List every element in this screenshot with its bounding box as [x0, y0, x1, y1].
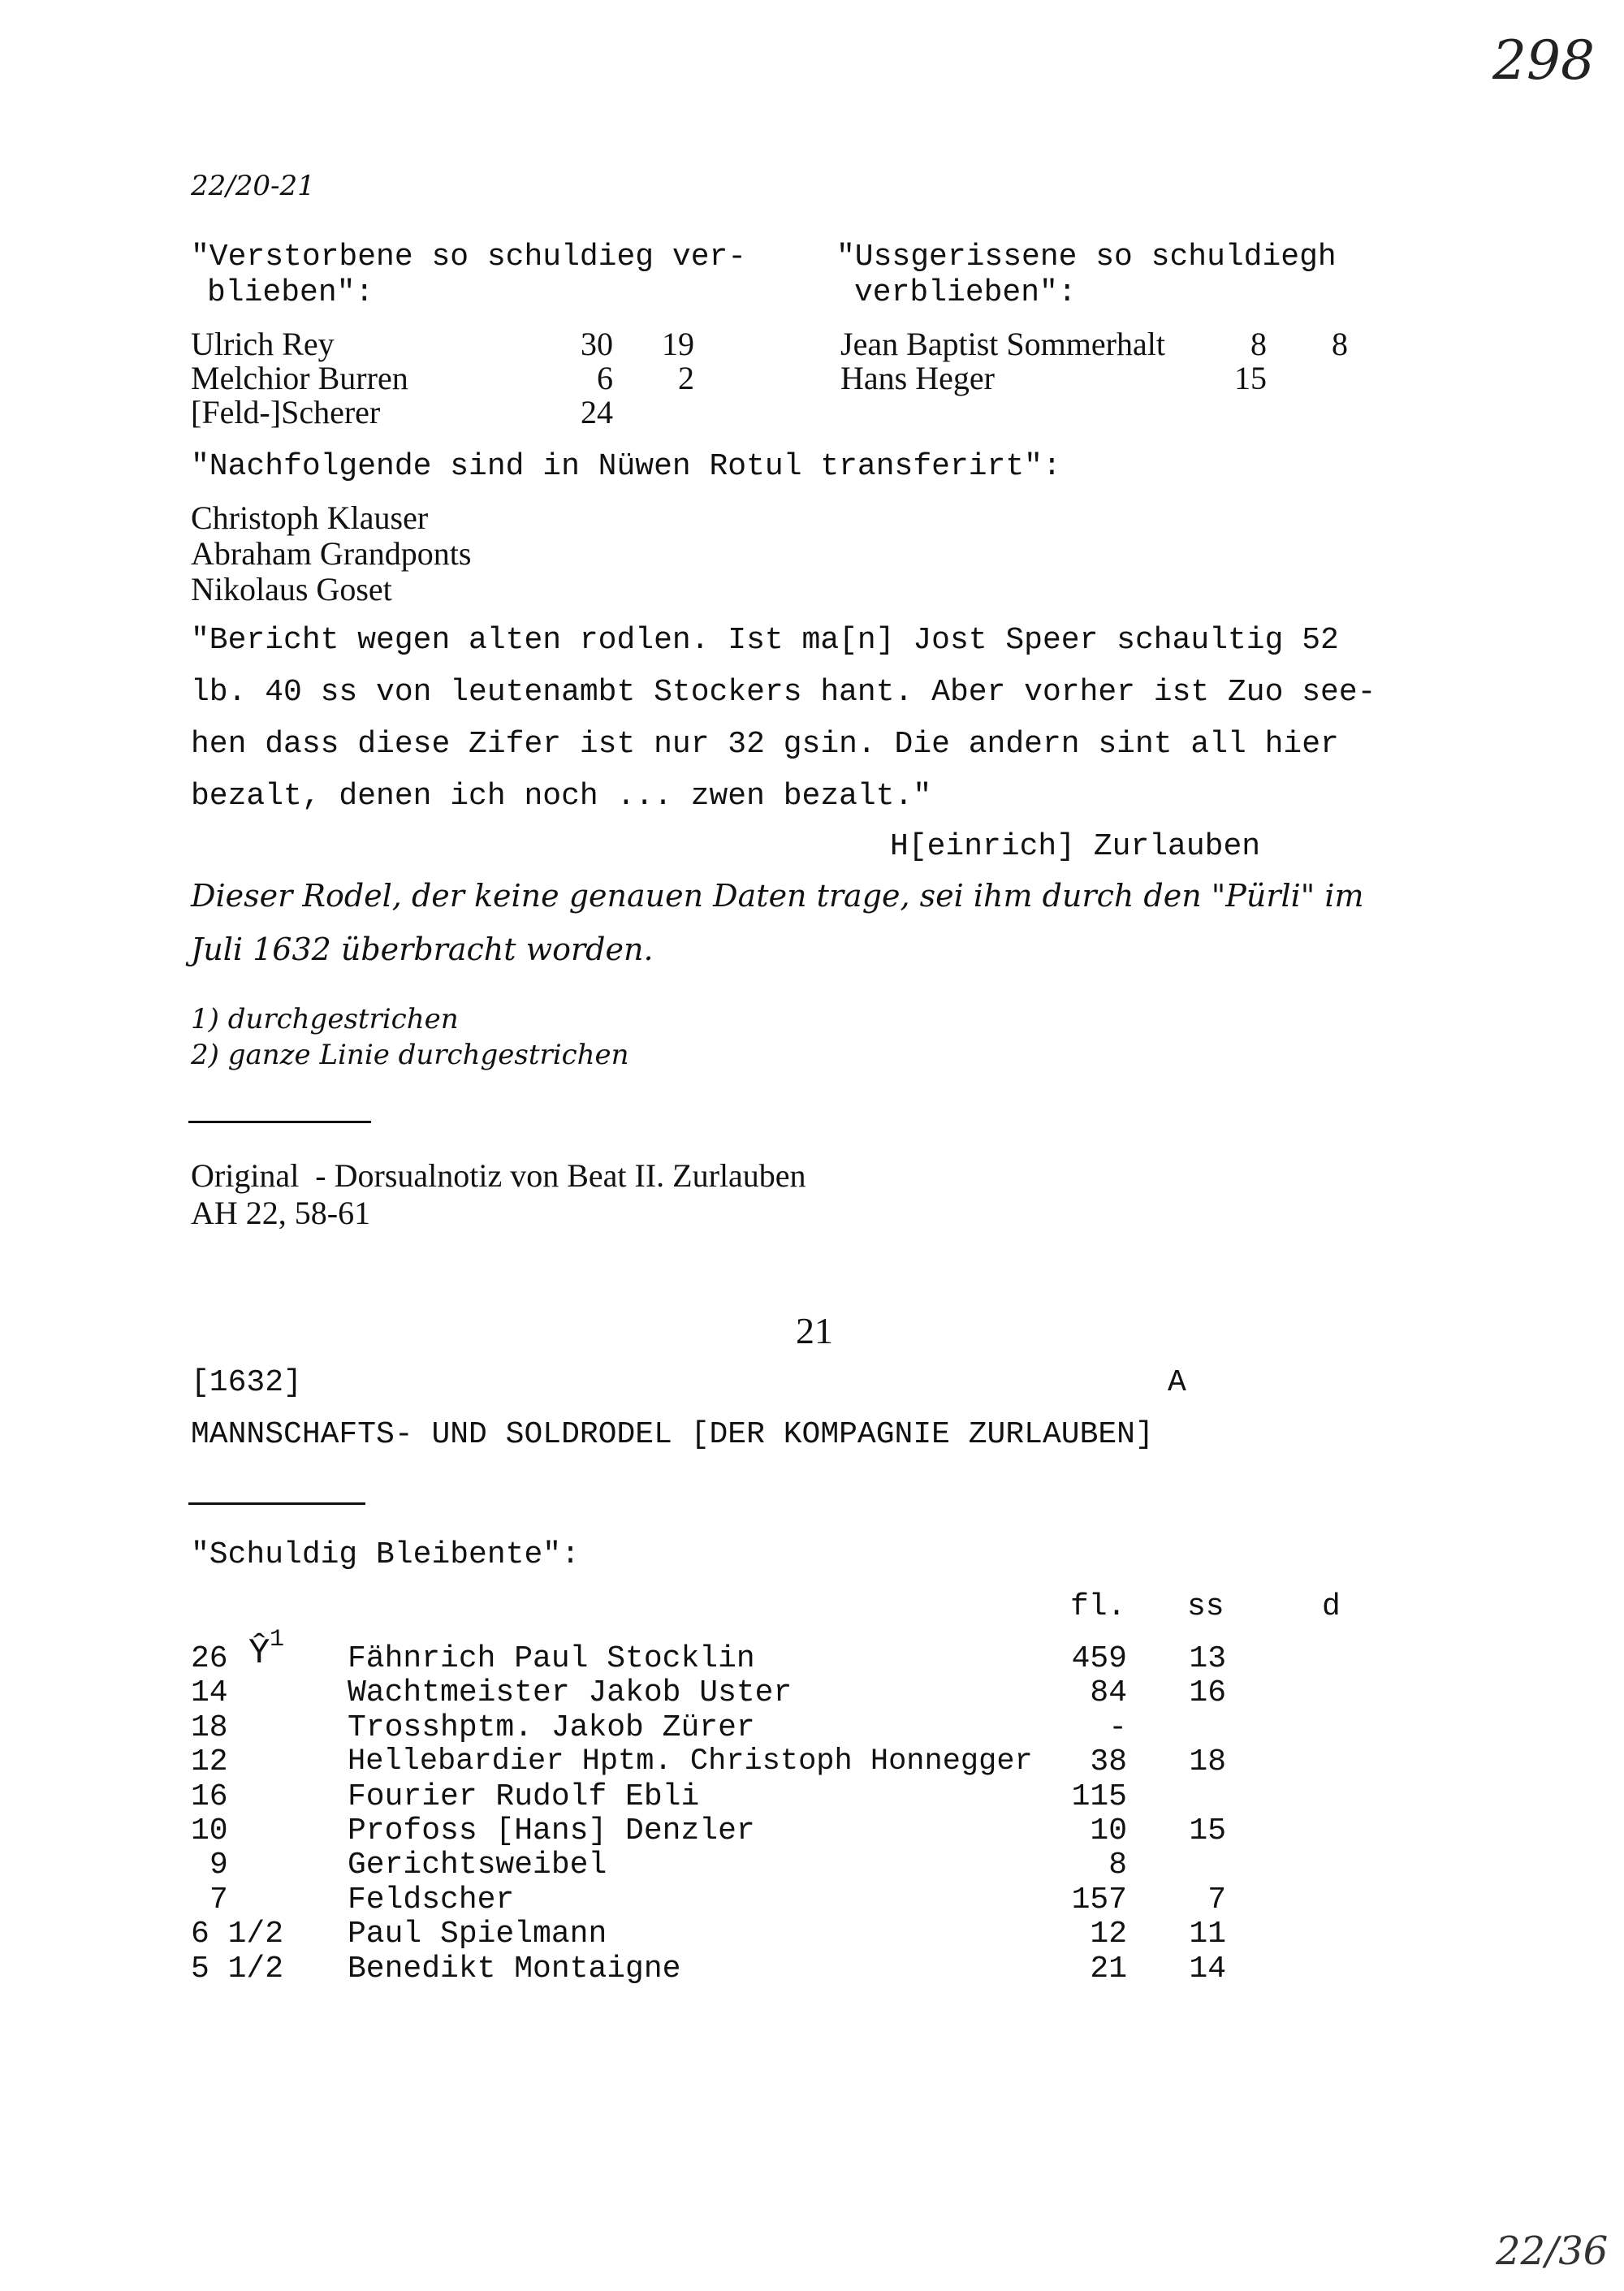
- row-number: 5 1/2: [191, 1952, 284, 1986]
- row-fl: 12: [1090, 1917, 1127, 1952]
- bericht-line: hen dass diese Zifer ist nur 32 gsin. Die andern sint all hier: [191, 727, 1339, 762]
- verstorbene-name: [Feld-]Scherer: [191, 394, 381, 430]
- ussgerissene-title-line1: "Ussgerissene so schuldiegh: [836, 240, 1337, 274]
- footnote: 2) ganze Linie durchgestrichen: [191, 1039, 629, 1071]
- document-date: [1632]: [191, 1365, 302, 1400]
- bericht-line: "Bericht wegen alten rodlen. Ist ma[n] Jost Speer schaultig 52: [191, 623, 1339, 658]
- column-header-d: d: [1322, 1589, 1341, 1624]
- document-letter: A: [1168, 1365, 1186, 1400]
- row-number: 16: [191, 1779, 228, 1814]
- row-name: Hellebardier Hptm. Christoph Honnegger: [348, 1744, 1033, 1779]
- bericht-signature: H[einrich] Zurlauben: [890, 829, 1261, 864]
- document-title: MANNSCHAFTS- UND SOLDRODEL [DER KOMPAGNIE ZURLAUBEN]: [191, 1417, 1154, 1452]
- row-fl: 115: [1071, 1779, 1127, 1814]
- footnote-marker: 1: [270, 1626, 285, 1653]
- ussgerissene-amount-a: 15: [1234, 360, 1267, 396]
- source-original: Original - Dorsualnotiz von Beat II. Zurlauben: [191, 1157, 806, 1194]
- transfer-name: Nikolaus Goset: [191, 571, 392, 607]
- row-name: Fourier Rudolf Ebli: [348, 1779, 700, 1814]
- row-fl: 84: [1090, 1675, 1127, 1710]
- row-ss: 7: [1207, 1883, 1226, 1917]
- handwritten-archive-number: 22/36: [1496, 2228, 1609, 2274]
- column-header-ss: ss: [1187, 1589, 1224, 1624]
- row-number: 26: [191, 1641, 228, 1676]
- row-number: 7: [209, 1883, 228, 1917]
- row-name: Trosshptm. Jakob Zürer: [348, 1710, 755, 1745]
- row-fl: 459: [1071, 1641, 1127, 1676]
- source-ref: AH 22, 58-61: [191, 1195, 371, 1231]
- row-ss: 15: [1189, 1813, 1226, 1848]
- row-name: Benedikt Montaigne: [348, 1952, 681, 1986]
- row-number: 12: [191, 1744, 228, 1779]
- bericht-line: lb. 40 ss von leutenambt Stockers hant. Aber vorher ist Zuo see-: [191, 675, 1376, 710]
- row-fl: 8: [1108, 1848, 1127, 1883]
- row-mark: Ŷ: [248, 1633, 270, 1674]
- verstorbene-amount-a: 6: [597, 360, 613, 396]
- ussgerissene-title-line2: verblieben":: [854, 275, 1077, 310]
- row-number: 9: [209, 1848, 228, 1883]
- row-name: Gerichtsweibel: [348, 1848, 607, 1883]
- ussgerissene-amount-a: 8: [1250, 326, 1267, 362]
- document-number: 21: [796, 1310, 833, 1351]
- row-fl: -: [1108, 1710, 1127, 1745]
- schuldig-title: "Schuldig Bleibente":: [191, 1537, 580, 1572]
- row-name: Wachtmeister Jakob Uster: [348, 1675, 793, 1710]
- verstorbene-amount-b: 19: [662, 326, 694, 362]
- verstorbene-amount-a: 24: [581, 394, 613, 430]
- row-ss: 16: [1189, 1675, 1226, 1710]
- verstorbene-amount-b: 2: [678, 360, 694, 396]
- row-ss: 13: [1189, 1641, 1226, 1676]
- row-fl: 38: [1090, 1744, 1127, 1779]
- ussgerissene-amount-b: 8: [1332, 326, 1348, 362]
- row-fl: 21: [1090, 1952, 1127, 1986]
- verstorbene-name: Melchior Burren: [191, 360, 408, 396]
- ussgerissene-name: Jean Baptist Sommerhalt: [840, 326, 1165, 362]
- editor-note-line: Juli 1632 überbracht worden.: [191, 932, 654, 967]
- transfer-name: Christoph Klauser: [191, 499, 429, 536]
- row-ss: 14: [1189, 1952, 1226, 1986]
- verstorbene-title-line1: "Verstorbene so schuldieg ver-: [191, 240, 747, 274]
- row-number: 18: [191, 1710, 228, 1745]
- verstorbene-title-line2: blieben":: [207, 275, 374, 310]
- transfer-name: Abraham Grandponts: [191, 535, 472, 572]
- bericht-line: bezalt, denen ich noch ... zwen bezalt.": [191, 779, 932, 814]
- verstorbene-name: Ulrich Rey: [191, 326, 335, 362]
- row-name: Paul Spielmann: [348, 1917, 607, 1952]
- reference-code: 22/20-21: [191, 170, 315, 202]
- row-fl: 157: [1071, 1883, 1127, 1917]
- separator-rule: [188, 1502, 365, 1505]
- row-name: Profoss [Hans] Denzler: [348, 1813, 755, 1848]
- ussgerissene-name: Hans Heger: [840, 360, 995, 396]
- transfer-title: "Nachfolgende sind in Nüwen Rotul transferirt":: [191, 449, 1061, 484]
- footnote: 1) durchgestrichen: [191, 1003, 459, 1035]
- verstorbene-amount-a: 30: [581, 326, 613, 362]
- row-name: Fähnrich Paul Stocklin: [348, 1641, 755, 1676]
- row-fl: 10: [1090, 1813, 1127, 1848]
- row-ss: 18: [1189, 1744, 1226, 1779]
- row-name: Feldscher: [348, 1883, 515, 1917]
- row-number: 10: [191, 1813, 228, 1848]
- row-number: 14: [191, 1675, 228, 1710]
- separator-rule: [188, 1121, 371, 1123]
- editor-note-line: Dieser Rodel, der keine genauen Daten trage, sei ihm durch den "Pürli" im: [191, 878, 1364, 914]
- row-number: 6 1/2: [191, 1917, 284, 1952]
- row-ss: 11: [1189, 1917, 1226, 1952]
- handwritten-page-number: 298: [1492, 29, 1595, 92]
- column-header-fl: fl.: [1070, 1589, 1126, 1624]
